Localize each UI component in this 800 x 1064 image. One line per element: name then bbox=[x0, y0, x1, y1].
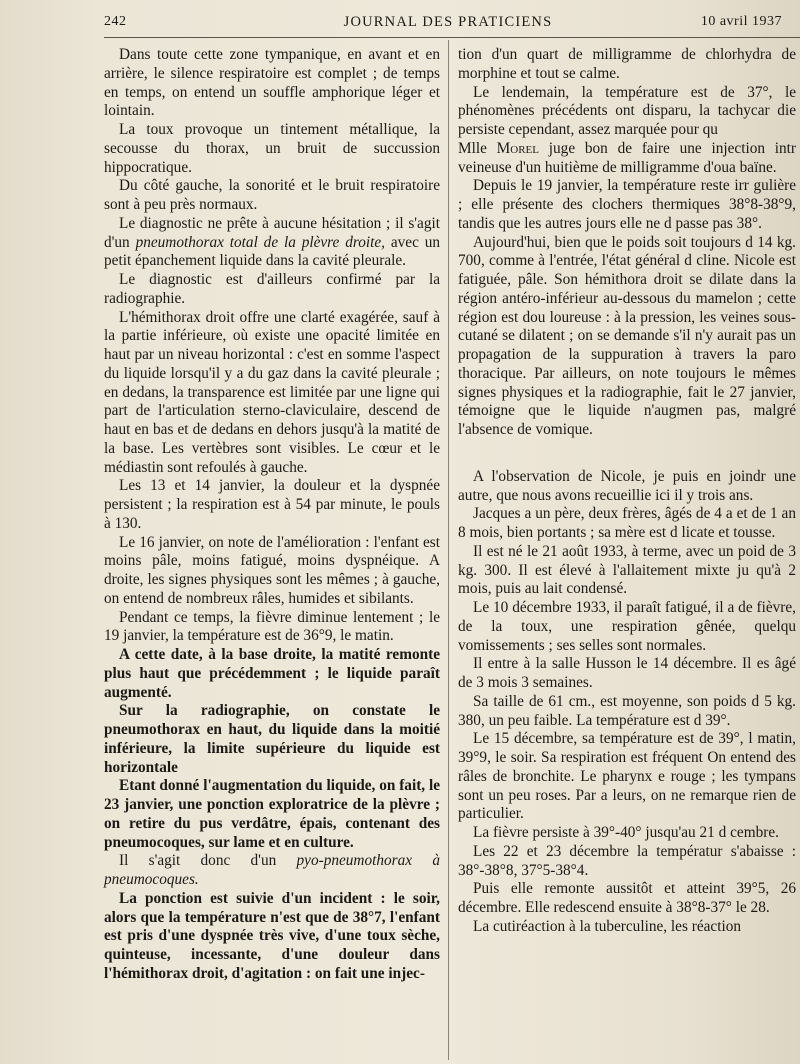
paragraph: La fièvre persiste à 39°-40° jusqu'au 21 d cembre. bbox=[473, 824, 779, 841]
paragraph: La ponction est suivie d'un incident : le soir, alors que la température n'est que de 38°7, l'enfant est pris d'une dyspnée très vive, d'une toux sèche, quinteuse, incessante, d'une douleur dans l'hémithorax droit, d'agitation : on fait une injec- bbox=[104, 889, 440, 982]
paragraph: Il entre à la salle Husson le 14 décembre. Il es âgé de 3 mois 3 semaines. bbox=[458, 655, 796, 691]
paragraph bbox=[458, 140, 796, 178]
paragraph: Puis elle remonte aussitôt et atteint 39°5, 26 décembre. Elle redescend ensuite à 38°8-37° le 28. bbox=[458, 880, 796, 916]
paragraph: Le 15 décembre, sa température est de 39°, l matin, 39°9, le soir. Sa respiration est fréquent On entend des râles de bronchite. Le pharynx e rouge ; les tympans sont un peu roses. Par a leurs, on ne remarque rien de particulier. bbox=[458, 730, 796, 823]
paragraph: La cutiréaction à la tuberculine, les réaction bbox=[473, 917, 741, 935]
paragraph-text: Il s'agit donc d'un bbox=[119, 852, 297, 870]
paragraph: L'hémithorax droit offre une clarté exagérée, sauf à la partie inférieure, où existe une opacité limitée en haut par un niveau horizontal : c'est en somme l'aspect du liquide lorsqu'il y a du gaz dans la cavité pleurale ; en dedans, la transparence est limitée par une ligne qui part de l'articulation sterno-claviculaire, descend de haut en bas et de dedans en dehors jusqu'à la matité de la base. Les vertèbres sont visibles. Le cœur et le médiastin sont refoulés à gauche. bbox=[104, 308, 440, 476]
issue-date: 10 avril 1937 bbox=[700, 14, 782, 29]
paragraph: Aujourd'hui, bien que le poids soit toujours d 14 kg. 700, comme à l'entrée, l'état général d cline. Nicole est fatiguée, pâle. Son hémithora droit se dilate dans la région antéro-inférieur au-dessous du mamelon ; cette région est dou loureuse : à la pression, les veines sous-cutané se dilatent ; on se demande s'il n'y aurait pas un propagation de la suppuration à travers la paro thoracique. Par ailleurs, on note toujours le mêmes signes physiques et la radiographie, fait le 27 janvier, témoigne que le liquide n'augmen pas, malgré l'absence de vomique. bbox=[458, 233, 796, 438]
paragraph: La toux provoque un tintement métallique, la secousse du thorax, un bruit de succussion hippocratique. bbox=[104, 121, 440, 176]
paragraph-text: avec un petit épanchement liquide dans la cavité pleurale. bbox=[104, 233, 441, 270]
paragraph: Du côté gauche, la sonorité et le bruit respiratoire sont à peu près normaux. bbox=[104, 177, 440, 213]
paragraph: Sa taille de 61 cm., est moyenne, son poids d 5 kg. 380, un peu faible. La température est d 39°. bbox=[458, 692, 796, 729]
paragraph-text: Mlle bbox=[458, 139, 497, 157]
running-header bbox=[96, 14, 800, 36]
left-column bbox=[104, 46, 440, 984]
paragraph: tion d'un quart de milligramme de chlorhydra de morphine et tout se calme. bbox=[458, 46, 796, 82]
paragraph: A l'observation de Nicole, je puis en joindr une autre, que nous avons recueillie ici il y trois ans. bbox=[458, 467, 796, 504]
paragraph: Le 16 janvier, on note de l'amélioration : l'enfant est moins pâle, moins fatigué, moins dyspnéique. A droite, les signes physiques sont les mêmes ; à gauche, on entend de nombreux râles, humides et sibilants. bbox=[104, 533, 440, 607]
paragraph-italic-text: pyo-pneumothorax à pneumocoques. bbox=[104, 852, 440, 888]
paragraph: Dans toute cette zone tympanique, en avant et en arrière, le silence respiratoire est complet ; de temps en temps, on entend un souffle amphorique léger et lointain. bbox=[104, 46, 440, 120]
paragraph: A cette date, à la base droite, la matité remonte plus haut que précédemment ; le liquide paraît augmenté. bbox=[104, 646, 440, 701]
paragraph-italic-text: pneumothorax total de la plèvre droite, bbox=[135, 233, 385, 251]
paragraph-text: Le diagnostic ne prête à aucune hésitation ; il s'agit d'un bbox=[104, 214, 440, 251]
paragraph: Etant donné l'augmentation du liquide, on fait, le 23 janvier, une ponction exploratrice de la plèvre ; on retire du pus verdâtre, épais, contenant des pneumocoques, sur lame et en culture. bbox=[104, 777, 440, 851]
person-name: Morel bbox=[496, 139, 539, 157]
paragraph bbox=[104, 852, 440, 890]
paragraph: Il est né le 21 août 1933, à terme, avec un poid de 3 kg. 300. Il est élevé à l'allaitement mixte ju qu'à 2 mois, puis au lait condensé. bbox=[458, 542, 796, 598]
paragraph-text: juge bon de faire une injection intr veineuse d'un huitième de milligramme d'oua baïne. bbox=[458, 139, 797, 176]
journal-title: JOURNAL DES PRATICIENS bbox=[343, 14, 553, 30]
paragraph: Les 13 et 14 janvier, la douleur et la dyspnée persistent ; la respiration est à 54 par minute, le pouls à 130. bbox=[104, 477, 440, 532]
header-rule bbox=[104, 37, 800, 38]
paragraph: Sur la radiographie, on constate le pneumothorax en haut, du liquide dans la moitié inférieure, la limite supérieure du liquide est horizontale bbox=[104, 702, 440, 776]
paragraph: Jacques a un père, deux frères, âgés de 4 a et de 1 an 8 mois, bien portants ; sa mère est d licate et tousse. bbox=[458, 505, 796, 541]
paragraph: Le diagnostic est d'ailleurs confirmé par la radiographie. bbox=[104, 271, 440, 307]
paragraph: Depuis le 19 janvier, la température reste irr gulière ; elle présente des clochers thermiques 38°8-38°9, tandis que les autres jours elle ne d passe pas 38°. bbox=[458, 177, 796, 232]
right-column bbox=[458, 46, 796, 937]
page-number: 242 bbox=[104, 14, 127, 29]
paragraph: Le 10 décembre 1933, il paraît fatigué, il a de fièvre, de la toux, une respiration gênée, quelqu vomissements ; ses selles sont normales. bbox=[458, 599, 796, 654]
column-divider bbox=[448, 40, 449, 1060]
paragraph: Les 22 et 23 décembre la températur s'abaisse : 38°-38°8, 37°5-38°4. bbox=[458, 842, 796, 879]
paragraph bbox=[104, 215, 440, 271]
paragraph: Pendant ce temps, la fièvre diminue lentement ; le 19 janvier, la température est de 36°9, le matin. bbox=[104, 608, 440, 645]
paragraph: Le lendemain, la température est de 37°, le phénomènes précédents ont disparu, la tachycar die persiste cependant, assez marquée pour qu bbox=[458, 83, 796, 138]
